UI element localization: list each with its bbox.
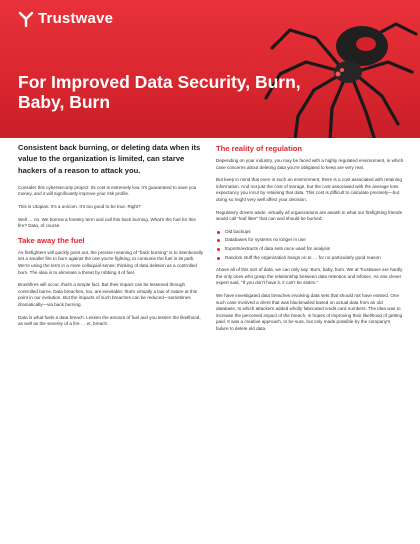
- left-column: [18, 142, 204, 334]
- lead-paragraph: Consistent back burning, or deleting data when its value to the organization is limited, can starve hackers of a reason to attack you.: [18, 143, 201, 175]
- closing-paragraph-2: We have investigated data breaches involving data sets that should not have existed. One such case involved a client that was blackmailed based on actual data from an old database, to which attackers added wholly fabricated credit card numbers. The idea was to increase the perceived impact of the breach, in hopes of improving their likelihood of getting paid. It was a creative approach, to be sure, but only made possible by the company's failure to delete old data.: [216, 292, 403, 331]
- bullet-icon: [217, 257, 220, 260]
- regulation-paragraph-1: Depending on your industry, you may be faced with a highly regulated environment, in which case concerns about deleting data you're obligated to keep are very real.: [216, 158, 404, 170]
- intro-paragraph-2: This is Utopian. It's a unicorn. It's too good to be true. Right?: [18, 204, 141, 210]
- fuel-paragraph-3: Data is what fuels a data breach. Lessen the amount of fuel and you lessen the likelihood, as well as the severity of a fire … er, breach.: [18, 314, 201, 327]
- closing-paragraph-1: Above all of this sort of data, we can only say: Burn, baby, burn. We at Trustwave are hardly the only ones who grasp the relationship between data retention and infosec. As one clever expert said, "If you don't have it, it can't be stolen.": [216, 267, 403, 286]
- section-heading-regulation: The reality of regulation: [216, 144, 303, 153]
- hero-banner: [0, 0, 420, 138]
- intro-paragraph-1: Consider this cybersecurity project: Its cost is extremely low, it's guaranteed to save you money, and it will significantly improve your risk profile.: [18, 184, 197, 197]
- intro-paragraph-3: Well … no. We borrow a forestry term and call this back burning. What's the fuel for this fire? Data, of course.: [18, 216, 196, 229]
- regulation-paragraph-2: But keep in mind that even in such an environment, there is a cost associated with retaining information. And not just the cost of storage, but the cost associated with the average loss expectancy you incur by retaining that data. This cost is difficult to calculate precisely—but doing so might very well affect your decision.: [216, 177, 402, 202]
- list-item: Random stuff the organization hangs on to … for no particularly good reason: [216, 255, 404, 262]
- fuel-paragraph-1: As firefighters will quickly point out, the precise meaning of "back burning" is to intentionally set a smaller fire to burn against the one you're fighting, to consume the fuel in its path. We're using the term in a more colloquial sense; thinking of data deletion as a controlled burn. The idea is to eliminate a threat by robbing it of fuel.: [18, 249, 204, 275]
- logo-text: Trustwave: [38, 10, 114, 27]
- spider-illustration-icon: [220, 0, 420, 138]
- list-item: Old backups: [216, 229, 404, 236]
- fuel-paragraph-2: Brushfires will occur, that's a simple fact. But their impact can be lessened through controlled burns. Data breaches, too, are inevitable; that's virtually a law of nature at this point in our evolution. But the impacts of such breaches can be reduced—sometimes dramatically—via back burning.: [18, 282, 198, 308]
- section-heading-fuel: Take away the fuel: [18, 235, 85, 245]
- regulation-paragraph-3: Regulatory drivers aside, virtually all organizations are awash in what our firefighting friends would call "leaf litter" that can and should be burned:: [216, 209, 402, 222]
- brand-logo: [18, 10, 113, 27]
- trustwave-logo-icon: [18, 11, 34, 27]
- leaf-litter-list: [216, 229, 404, 261]
- list-item: Exports/extracts of data sets once used for analysis: [216, 246, 404, 253]
- right-column: [216, 142, 404, 338]
- page-title: For Improved Data Security, Burn, Baby, Burn: [18, 72, 301, 112]
- bullet-icon: [217, 231, 220, 234]
- bullet-icon: [217, 239, 220, 242]
- list-item: Databases for systems no longer in use: [216, 237, 404, 244]
- bullet-icon: [217, 248, 220, 251]
